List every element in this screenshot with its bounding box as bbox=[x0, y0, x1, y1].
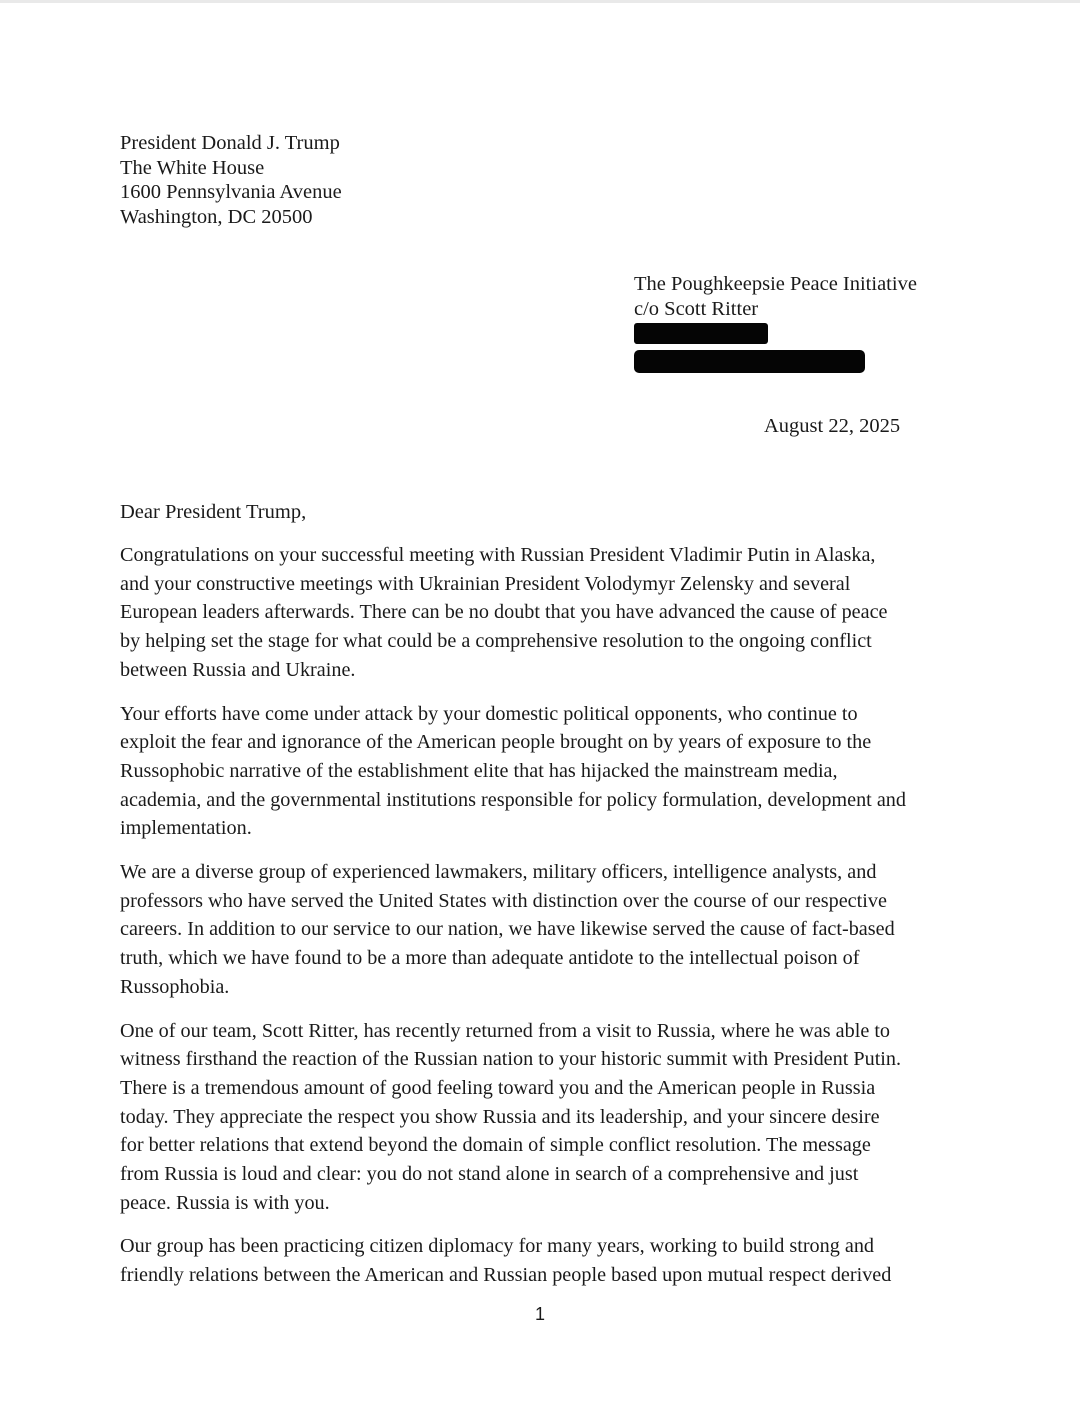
letter-body bbox=[120, 541, 968, 1305]
redaction-bar bbox=[634, 350, 865, 373]
paragraph-line: Our group has been practicing citizen diplomacy for many years, working to build strong and bbox=[120, 1235, 875, 1258]
paragraph-line: witness firsthand the reaction of the Russian nation to your historic summit with President Putin. bbox=[120, 1048, 902, 1071]
recipient-line: 1600 Pennsylvania Avenue bbox=[120, 181, 342, 203]
sender-line: The Poughkeepsie Peace Initiative bbox=[634, 273, 917, 295]
recipient-line: Washington, DC 20500 bbox=[120, 205, 313, 228]
paragraph bbox=[120, 1232, 968, 1289]
paragraph-line: today. They appreciate the respect you show Russia and its leadership, and your sincere desire bbox=[120, 1105, 880, 1128]
paragraph-line: careers. In addition to our service to our nation, we have likewise served the cause of fact-based bbox=[120, 918, 895, 941]
paragraph-line: One of our team, Scott Ritter, has recently returned from a visit to Russia, where he was able to bbox=[120, 1019, 891, 1042]
paragraph-line: European leaders afterwards. There can be no doubt that you have advanced the cause of peace bbox=[120, 601, 888, 624]
paragraph-line: peace. Russia is with you. bbox=[120, 1191, 330, 1214]
paragraph-line: and your constructive meetings with Ukrainian President Volodymyr Zelensky and several bbox=[120, 572, 851, 595]
paragraph-line: from Russia is loud and clear: you do not stand alone in search of a comprehensive and just bbox=[120, 1163, 859, 1186]
sender-address bbox=[634, 272, 917, 321]
paragraph-line: truth, which we have found to be a more than adequate antidote to the intellectual poison of bbox=[120, 947, 860, 970]
paragraph-line: Russophobia. bbox=[120, 975, 230, 998]
paragraph-line: academia, and the governmental institutions responsible for policy formulation, development and bbox=[120, 788, 906, 811]
redaction-bar bbox=[634, 323, 768, 344]
paragraph-line: Your efforts have come under attack by your domestic political opponents, who continue to bbox=[120, 702, 858, 725]
paragraph-line: There is a tremendous amount of good feeling toward you and the American people in Russia bbox=[120, 1076, 876, 1099]
recipient-line: The White House bbox=[120, 156, 265, 179]
paragraph bbox=[120, 1017, 968, 1218]
sender-line: c/o Scott Ritter bbox=[634, 297, 759, 320]
paragraph bbox=[120, 700, 968, 844]
page-top-edge bbox=[0, 0, 1080, 3]
paragraph-line: Russophobic narrative of the establishment elite that has hijacked the mainstream media, bbox=[120, 759, 838, 782]
paragraph-line: by helping set the stage for what could be a comprehensive resolution to the ongoing conflict bbox=[120, 630, 872, 653]
paragraph-line: professors who have served the United States with distinction over the course of our respective bbox=[120, 889, 887, 912]
paragraph-line: for better relations that extend beyond the domain of simple conflict resolution. The message bbox=[120, 1134, 871, 1157]
paragraph bbox=[120, 858, 968, 1002]
page-number: 1 bbox=[534, 1304, 545, 1324]
recipient-address bbox=[120, 131, 342, 229]
paragraph-line: We are a diverse group of experienced lawmakers, military officers, intelligence analysts, and bbox=[120, 861, 877, 884]
paragraph bbox=[120, 541, 968, 685]
paragraph-line: implementation. bbox=[120, 817, 252, 840]
paragraph-line: between Russia and Ukraine. bbox=[120, 658, 356, 681]
paragraph-line: Congratulations on your successful meeting with Russian President Vladimir Putin in Alaska, bbox=[120, 544, 876, 566]
recipient-line: President Donald J. Trump bbox=[120, 132, 340, 154]
salutation: Dear President Trump, bbox=[120, 501, 307, 523]
letter-date: August 22, 2025 bbox=[764, 415, 901, 437]
paragraph-line: exploit the fear and ignorance of the American people brought on by years of exposure to the bbox=[120, 731, 872, 754]
paragraph-line: friendly relations between the American and Russian people based upon mutual respect derived bbox=[120, 1264, 892, 1287]
